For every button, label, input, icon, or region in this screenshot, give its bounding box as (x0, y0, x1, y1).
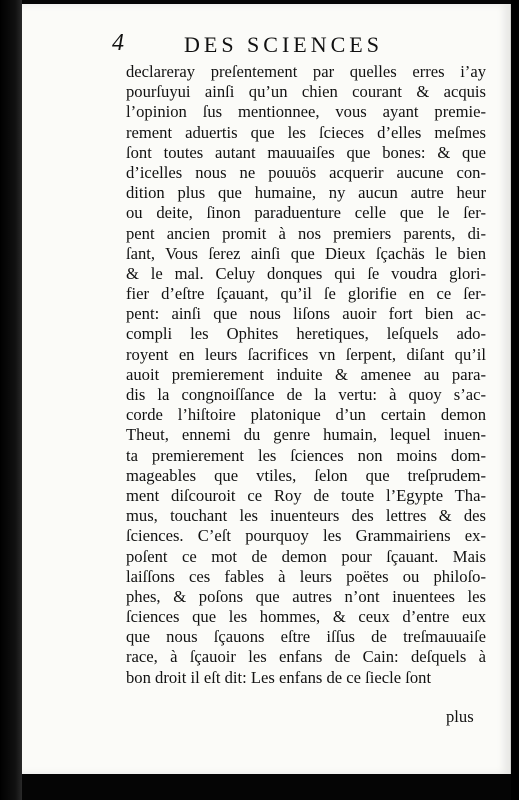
page-body-text (126, 62, 486, 688)
text-line: auoit premierement induite & amenee au para- (126, 364, 486, 384)
catchword: plus (446, 707, 474, 726)
text-line: ta premierement les ſciences non moins dom- (126, 445, 486, 465)
text-line: declareray preſentement par quelles erres i’ay (126, 62, 486, 81)
text-line: royent en leurs ſacrifices vn ſerpent, diſant qu’il (126, 344, 486, 364)
text-line: race, à ſçauoir les enfans de Cain: deſquels à (126, 647, 486, 667)
page-header (112, 30, 482, 60)
text-line: ou deite, ſinon paraduenture celle que le ſer- (126, 203, 486, 223)
text-line: compli les Ophites heretiques, leſquels ado- (126, 324, 486, 344)
text-line: pent: ainſi que nous liſons auoir fort bien ac- (126, 304, 486, 324)
text-line: ſont toutes autant mauuaiſes que bones: & que (126, 142, 486, 162)
text-line: & le mal. Celuy donques qui ſe voudra glori- (126, 263, 486, 283)
running-head: DES SCIENCES (184, 32, 383, 57)
text-line: dition plus que humaine, ny aucun autre heur (126, 183, 486, 203)
text-line: mageables que vtiles, ſelon que treſprudem- (126, 465, 486, 485)
text-line: corde l’hiſtoire platonique d’un certain demon (126, 405, 486, 425)
text-line: ſciences que les hommes, & ceux d’entre eux (126, 607, 486, 627)
text-line: ſciences. C’eſt pourquoy les Grammairiens ex- (126, 526, 486, 546)
text-line: dis la congnoiſſance de la vertu: à quoy s’ac- (126, 385, 486, 404)
text-line: fier d’eſtre ſçauant, qu’il ſe glorifie en ce ſer- (126, 284, 486, 304)
text-line: ſant, Vous ſerez ainſi que Dieux ſçachäs le bien (126, 243, 486, 263)
text-line: ment diſcouroit ce Roy de toute l’Egypte Tha- (126, 485, 486, 505)
text-line: laiſſons ces fables à leurs poëtes ou philoſo- (126, 566, 486, 586)
page-number: 4 (112, 30, 124, 56)
text-line: phes, & poſons que autres n’ont inuentees les (126, 586, 486, 606)
text-line: Theut, ennemi du genre humain, lequel inuen- (126, 425, 486, 445)
text-line: pent ancien promit à nos premiers parents, di- (126, 223, 486, 243)
text-line: poſent ce mot de demon pour ſçauant. Mais (126, 546, 486, 566)
text-line: l’opinion ſus mentionnee, vous ayant premie- (126, 102, 486, 122)
binding-shadow (0, 0, 22, 800)
text-line: pourſuyui ainſi qu’un chien courant & acquis (126, 82, 486, 102)
text-line: bon droit il eſt dit: Les enfans de ce ſiecle ſont (126, 667, 432, 687)
text-line: d’icelles nous ne pouuös acquerir aucune con- (126, 162, 486, 182)
text-line: que nous ſçauons eſtre iſſus de treſmauuaiſe (126, 627, 486, 647)
text-line: mus, touchant les inuenteurs des lettres & des (126, 506, 486, 526)
text-line: rement aduertis que les ſcieces d’elles meſmes (126, 122, 486, 142)
scan-edge (511, 0, 519, 800)
